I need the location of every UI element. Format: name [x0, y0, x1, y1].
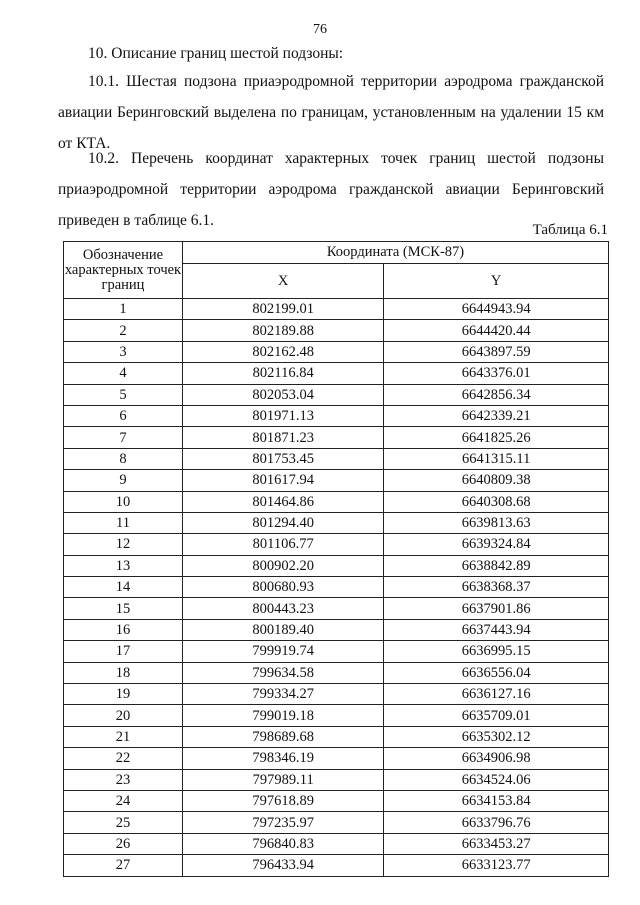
table-row — [64, 577, 609, 598]
cell-x: 799634.58 — [183, 662, 384, 683]
cell-y: 6635709.01 — [384, 705, 609, 726]
table-row — [64, 812, 609, 833]
cell-y: 6634153.84 — [384, 790, 609, 811]
cell-y: 6640809.38 — [384, 470, 609, 491]
cell-point-number: 26 — [64, 833, 183, 854]
cell-y: 6640308.68 — [384, 491, 609, 512]
cell-y: 6639813.63 — [384, 512, 609, 533]
paragraph-10-1-line-2: авиации Беринговский выделена по границам, установленным на удалении 15 км — [58, 104, 604, 121]
cell-y: 6643897.59 — [384, 341, 609, 362]
paragraph-10-1-line-1: 10.1. Шестая подзона приаэродромной территории аэродрома гражданской — [88, 73, 604, 90]
cell-y: 6642339.21 — [384, 405, 609, 426]
cell-x: 796433.94 — [183, 855, 384, 876]
cell-point-number: 22 — [64, 748, 183, 769]
cell-y: 6636127.16 — [384, 684, 609, 705]
table-row — [64, 705, 609, 726]
cell-x: 800443.23 — [183, 598, 384, 619]
cell-point-number: 12 — [64, 534, 183, 555]
cell-y: 6633123.77 — [384, 855, 609, 876]
cell-x: 801971.13 — [183, 405, 384, 426]
cell-x: 801753.45 — [183, 448, 384, 469]
cell-point-number: 20 — [64, 705, 183, 726]
cell-x: 799334.27 — [183, 684, 384, 705]
table-row — [64, 684, 609, 705]
table-row — [64, 855, 609, 876]
cell-y: 6633796.76 — [384, 812, 609, 833]
cell-point-number: 9 — [64, 470, 183, 491]
paragraph-10-1-line-3: от КТА. — [58, 135, 111, 152]
cell-x: 801294.40 — [183, 512, 384, 533]
cell-point-number: 7 — [64, 427, 183, 448]
table-row — [64, 598, 609, 619]
cell-x: 796840.83 — [183, 833, 384, 854]
table-body — [64, 299, 609, 877]
cell-x: 801871.23 — [183, 427, 384, 448]
cell-x: 801106.77 — [183, 534, 384, 555]
cell-y: 6644943.94 — [384, 299, 609, 320]
cell-point-number: 5 — [64, 384, 183, 405]
table-row — [64, 470, 609, 491]
paragraph-10-2 — [58, 143, 604, 236]
cell-y: 6642856.34 — [384, 384, 609, 405]
table-row — [64, 448, 609, 469]
table-row — [64, 405, 609, 426]
cell-x: 802116.84 — [183, 363, 384, 384]
cell-x: 800189.40 — [183, 619, 384, 640]
section-heading — [58, 38, 604, 69]
cell-point-number: 16 — [64, 619, 183, 640]
cell-x: 801464.86 — [183, 491, 384, 512]
cell-x: 797618.89 — [183, 790, 384, 811]
table-row — [64, 555, 609, 576]
cell-point-number: 1 — [64, 299, 183, 320]
cell-x: 802162.48 — [183, 341, 384, 362]
cell-x: 797235.97 — [183, 812, 384, 833]
cell-point-number: 27 — [64, 855, 183, 876]
table-row — [64, 363, 609, 384]
cell-point-number: 4 — [64, 363, 183, 384]
section-heading-text: 10. Описание границ шестой подзоны: — [88, 45, 344, 62]
cell-point-number: 13 — [64, 555, 183, 576]
cell-x: 802053.04 — [183, 384, 384, 405]
paragraph-10-2-line-1: 10.2. Перечень координат характерных точек границ шестой подзоны — [88, 150, 604, 167]
paragraph-10-2-line-3: приведен в таблице 6.1. — [58, 212, 215, 229]
cell-point-number: 10 — [64, 491, 183, 512]
table-row — [64, 320, 609, 341]
table-row — [64, 769, 609, 790]
cell-y: 6634906.98 — [384, 748, 609, 769]
table-row — [64, 384, 609, 405]
cell-point-number: 17 — [64, 641, 183, 662]
cell-y: 6639324.84 — [384, 534, 609, 555]
table-row — [64, 491, 609, 512]
cell-point-number: 19 — [64, 684, 183, 705]
cell-x: 800902.20 — [183, 555, 384, 576]
table-row — [64, 790, 609, 811]
cell-point-number: 24 — [64, 790, 183, 811]
cell-y: 6641315.11 — [384, 448, 609, 469]
cell-point-number: 3 — [64, 341, 183, 362]
cell-point-number: 21 — [64, 726, 183, 747]
table-row — [64, 662, 609, 683]
paragraph-10-2-line-2: приаэродромной территории аэродрома гражданской авиации Беринговский — [58, 181, 604, 198]
cell-point-number: 11 — [64, 512, 183, 533]
header-coordinate-system: Координата (МСК-87) — [183, 242, 609, 264]
cell-y: 6636556.04 — [384, 662, 609, 683]
cell-y: 6638368.37 — [384, 577, 609, 598]
table-row — [64, 534, 609, 555]
cell-x: 800680.93 — [183, 577, 384, 598]
table-row — [64, 512, 609, 533]
cell-point-number: 2 — [64, 320, 183, 341]
table-caption: Таблица 6.1 — [532, 222, 608, 238]
cell-point-number: 15 — [64, 598, 183, 619]
coordinates-table — [63, 241, 609, 877]
cell-y: 6634524.06 — [384, 769, 609, 790]
table-row — [64, 299, 609, 320]
cell-point-number: 25 — [64, 812, 183, 833]
table-row — [64, 833, 609, 854]
cell-y: 6644420.44 — [384, 320, 609, 341]
cell-x: 799919.74 — [183, 641, 384, 662]
cell-x: 798346.19 — [183, 748, 384, 769]
page-number: 76 — [313, 22, 327, 37]
cell-y: 6641825.26 — [384, 427, 609, 448]
cell-x: 799019.18 — [183, 705, 384, 726]
cell-y: 6637443.94 — [384, 619, 609, 640]
cell-y: 6643376.01 — [384, 363, 609, 384]
cell-x: 798689.68 — [183, 726, 384, 747]
table-row — [64, 748, 609, 769]
cell-y: 6636995.15 — [384, 641, 609, 662]
table-row — [64, 341, 609, 362]
cell-point-number: 8 — [64, 448, 183, 469]
cell-x: 802189.88 — [183, 320, 384, 341]
table-row — [64, 619, 609, 640]
table-row — [64, 726, 609, 747]
cell-y: 6635302.12 — [384, 726, 609, 747]
table-row — [64, 641, 609, 662]
cell-x: 801617.94 — [183, 470, 384, 491]
header-y: Y — [384, 264, 609, 299]
cell-point-number: 14 — [64, 577, 183, 598]
cell-y: 6638842.89 — [384, 555, 609, 576]
cell-x: 802199.01 — [183, 299, 384, 320]
cell-y: 6633453.27 — [384, 833, 609, 854]
header-designation: Обозначение характерных точек границ — [64, 242, 183, 299]
cell-point-number: 18 — [64, 662, 183, 683]
cell-point-number: 23 — [64, 769, 183, 790]
table-row — [64, 427, 609, 448]
cell-x: 797989.11 — [183, 769, 384, 790]
cell-y: 6637901.86 — [384, 598, 609, 619]
header-x: X — [183, 264, 384, 299]
cell-point-number: 6 — [64, 405, 183, 426]
